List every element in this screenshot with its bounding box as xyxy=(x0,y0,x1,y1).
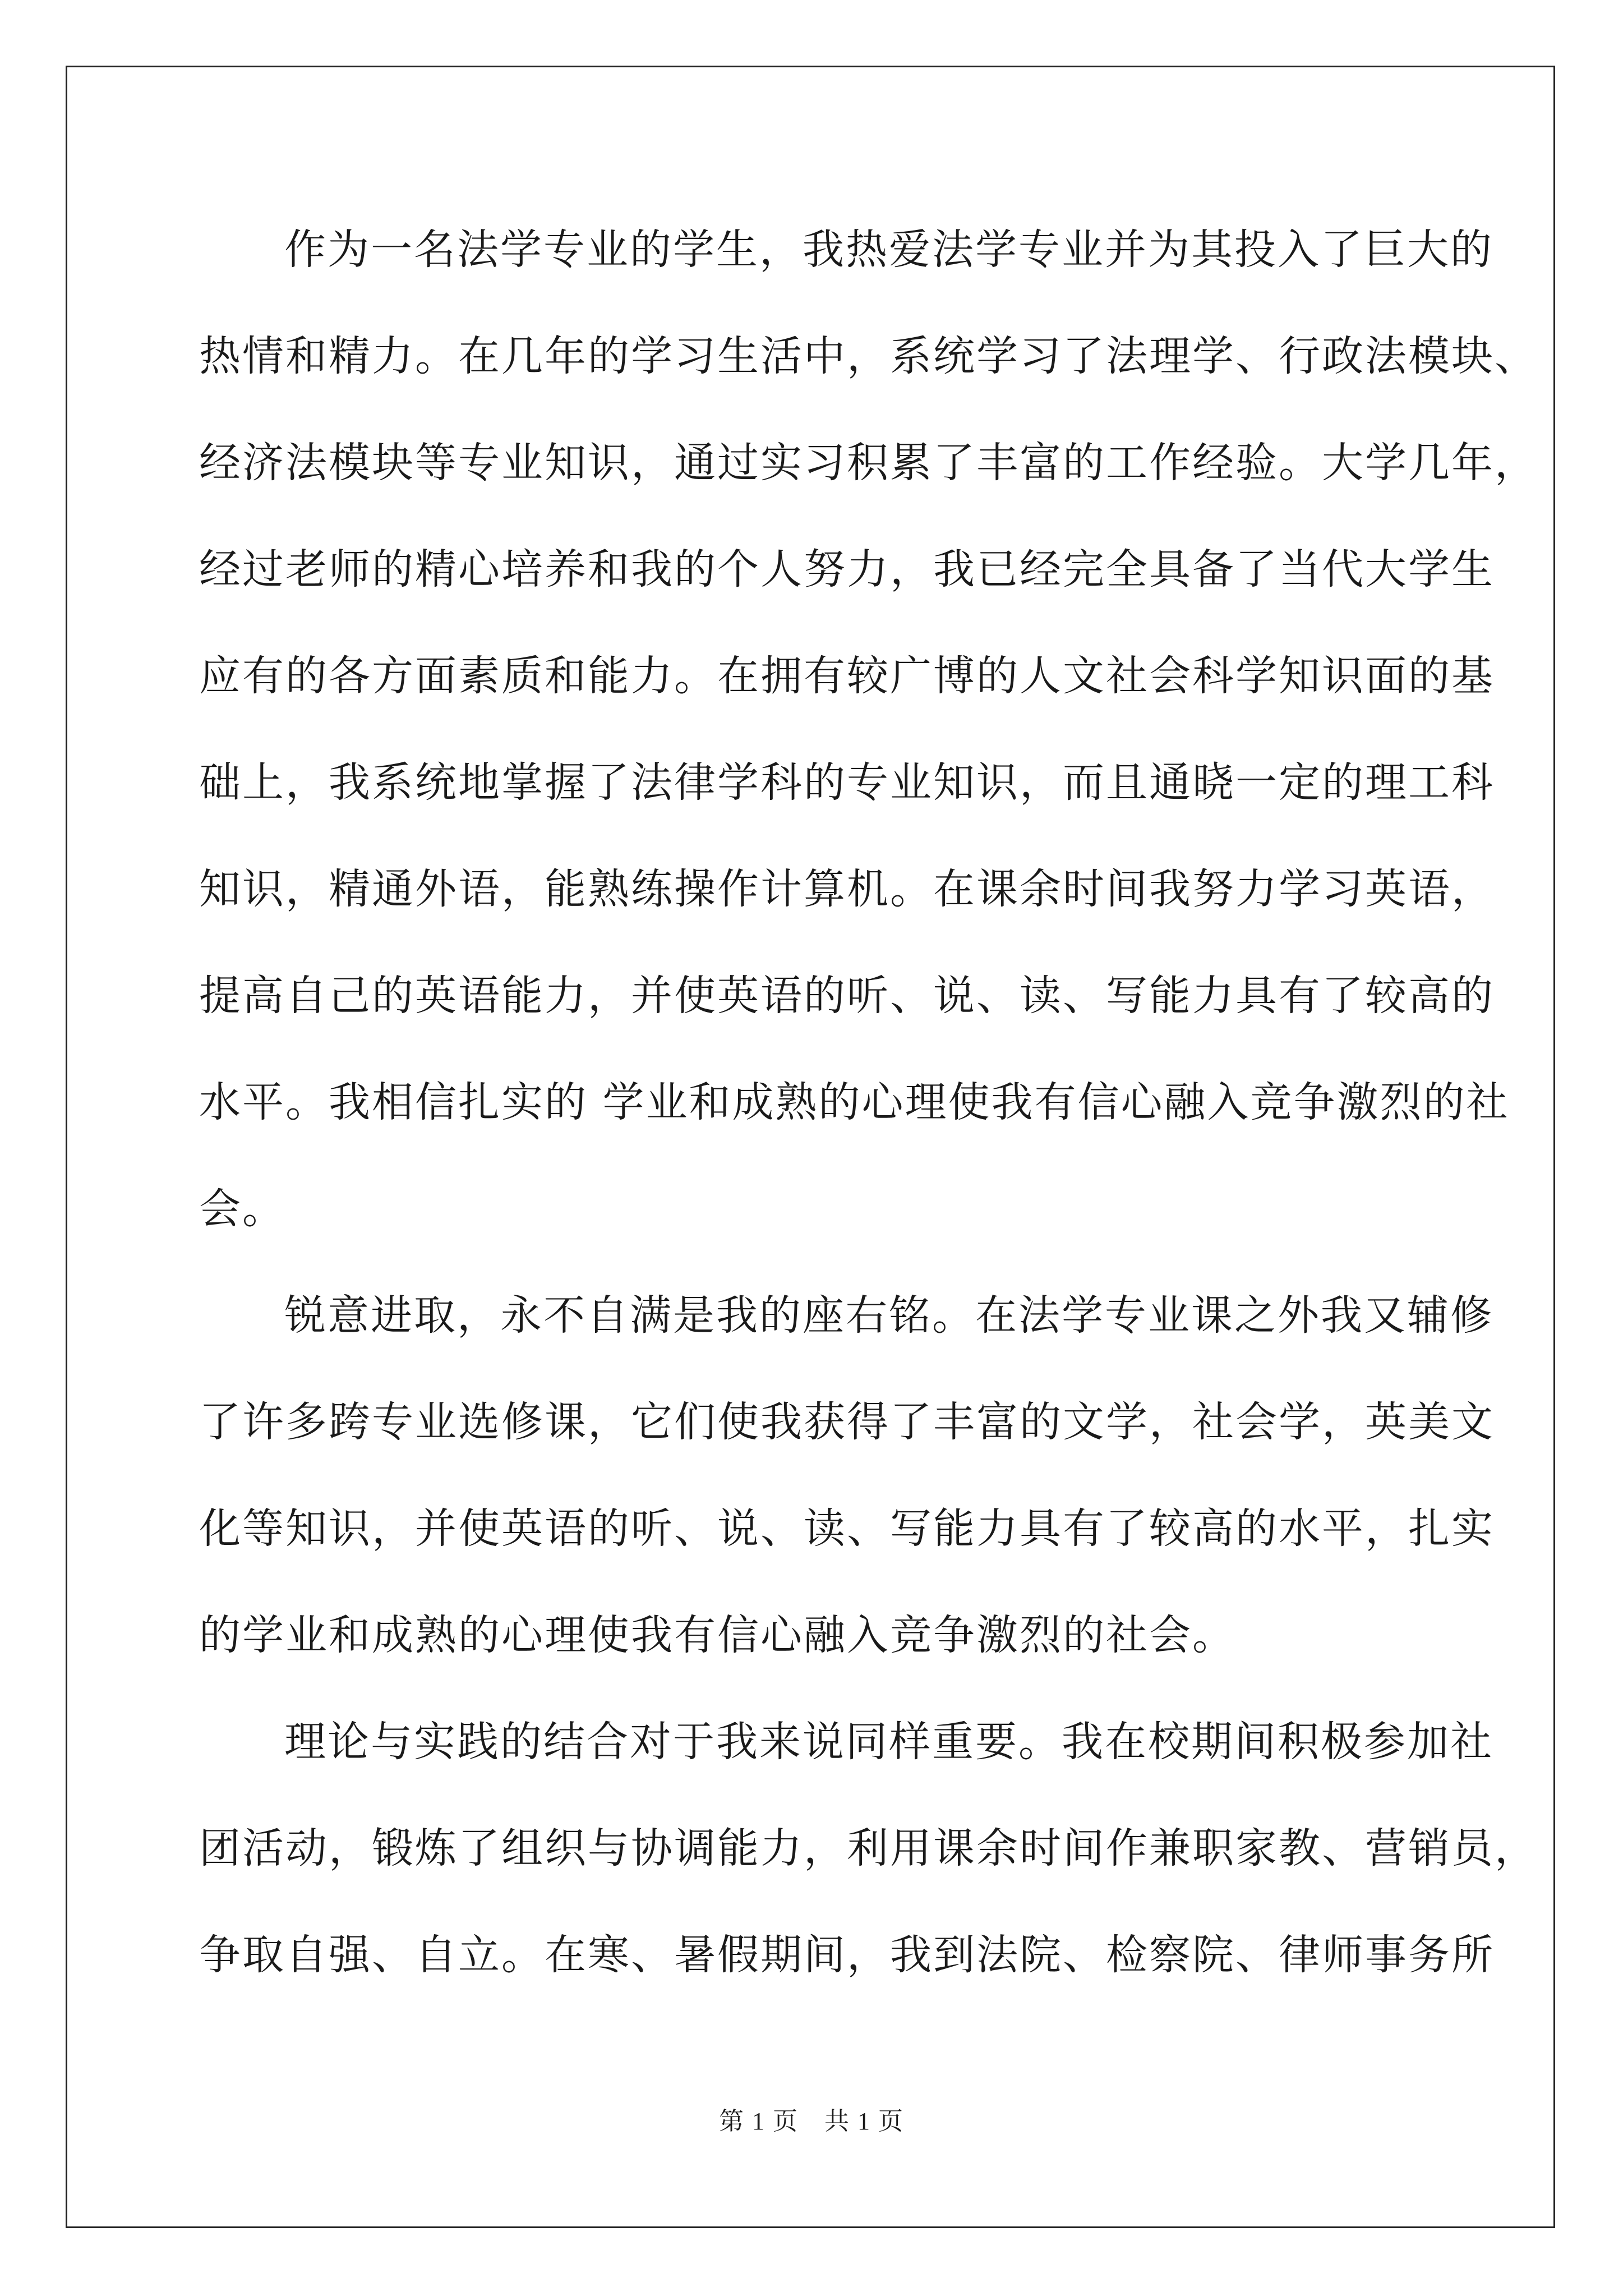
text-line: 争取自强、自立。在寒、暑假期间，我到法院、检察院、律师事务所 xyxy=(199,1931,1495,1979)
page-number: 第 1 页 共 1 页 xyxy=(719,2108,904,2135)
text-line: 的学业和成熟的心理使我有信心融入竞争激烈的社会。 xyxy=(199,1611,1235,1659)
text-line: 作为一名法学专业的学生，我热爱法学专业并为其投入了巨大的 xyxy=(284,226,1493,274)
text-line: 热情和精力。在几年的学习生活中，系统学习了法理学、行政法模块、 xyxy=(199,332,1538,380)
text-line: 提高自己的英语能力，并使英语的听、说、读、写能力具有了较高的 xyxy=(199,972,1495,1020)
text-line: 了许多跨专业选修课，它们使我获得了丰富的文学，社会学，英美文 xyxy=(199,1398,1495,1446)
text-line: 团活动，锻炼了组织与协调能力，利用课余时间作兼职家教、营销员， xyxy=(199,1824,1538,1872)
text-line: 经济法模块等专业知识，通过实习积累了丰富的工作经验。大学几年， xyxy=(199,439,1538,487)
text-line: 础上，我系统地掌握了法律学科的专业知识，而且通晓一定的理工科 xyxy=(199,758,1495,807)
text-line: 经过老师的精心培养和我的个人努力，我已经完全具备了当代大学生 xyxy=(199,545,1495,593)
text-line: 水平。我相信扎实的 学业和成熟的心理使我有信心融入竞争激烈的社 xyxy=(199,1078,1510,1126)
text-line: 理论与实践的结合对于我来说同样重要。我在校期间积极参加社 xyxy=(284,1718,1493,1766)
text-line: 会。 xyxy=(199,1185,285,1233)
document-body xyxy=(199,210,1538,2022)
text-line: 知识，精通外语，能熟练操作计算机。在课余时间我努力学习英语， xyxy=(199,865,1495,913)
text-line: 化等知识，并使英语的听、说、读、写能力具有了较高的水平，扎实 xyxy=(199,1504,1495,1553)
text-line: 应有的各方面素质和能力。在拥有较广博的人文社会科学知识面的基 xyxy=(199,652,1495,700)
text-line: 锐意进取，永不自满是我的座右铭。在法学专业课之外我又辅修 xyxy=(284,1291,1493,1340)
